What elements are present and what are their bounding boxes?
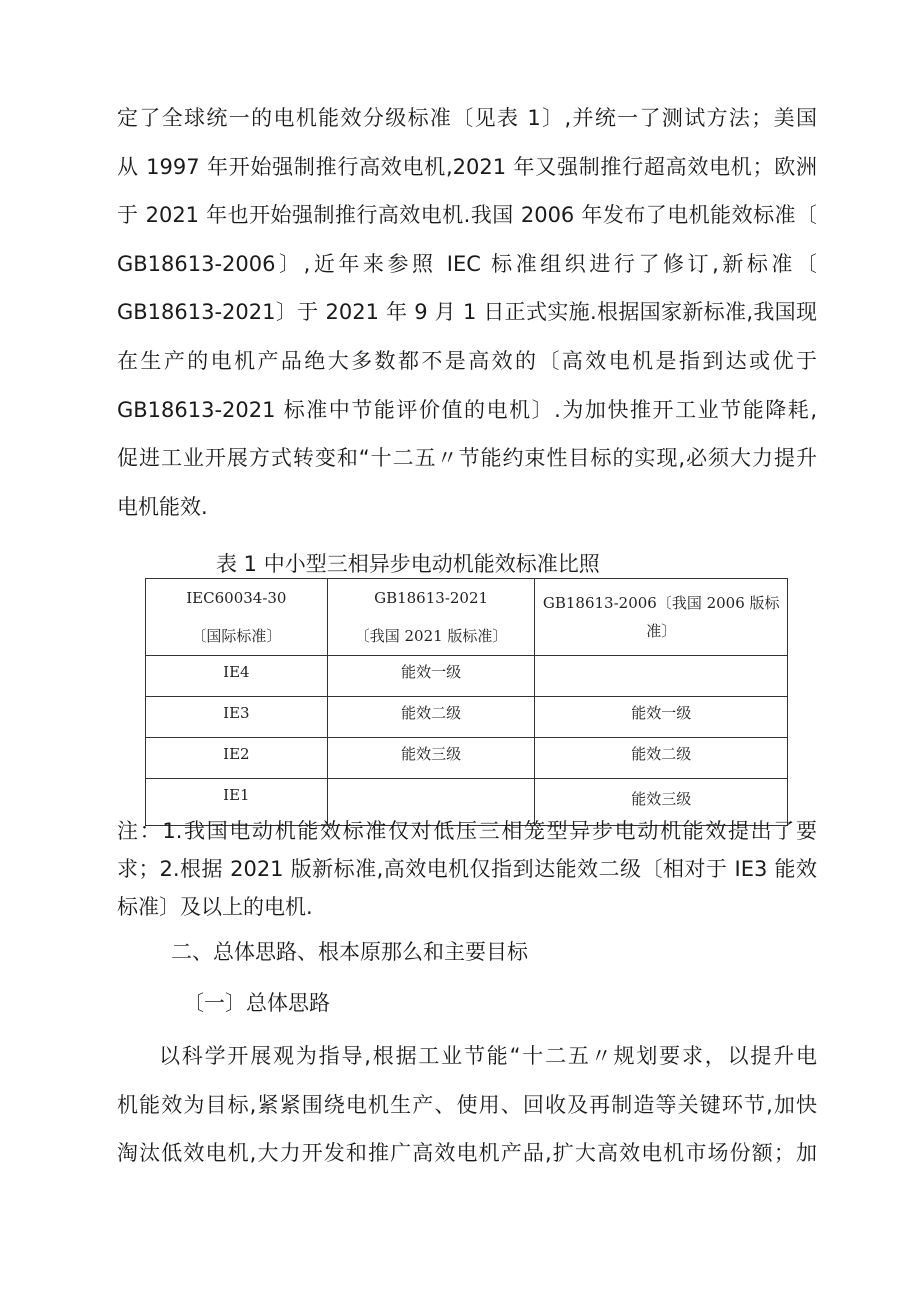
table-note — [117, 812, 817, 926]
note-line: 注：1.我国电动机能效标准仅对低压三相笼型异步电动机能效提出了要 — [117, 819, 817, 843]
paragraph-line: 从 1997 年开始强制推行高效电机,2021 年又强制推行超高效电机；欧洲 — [117, 154, 817, 179]
table-cell: 能效二级 — [535, 738, 788, 779]
table-cell: 能效一级 — [535, 697, 788, 738]
table-cell: 能效二级 — [327, 697, 535, 738]
header-text: IEC60034-30 — [186, 589, 287, 607]
paragraph-line: 于 2021 年也开始强制推行高效电机.我国 2006 年发布了电机能效标准〔 — [117, 203, 817, 228]
section-heading: 二、总体思路、根本原那么和主要目标 — [171, 940, 528, 964]
header-text: 〔国际标准〕 — [191, 627, 282, 645]
paragraph-line: 促进工业开展方式转变和“十二五〃节能约束性目标的实现,必须大力提升 — [117, 446, 817, 471]
table-row — [146, 656, 788, 697]
paragraph-line: 定了全球统一的电机能效分级标准〔见表 1〕,并统一了测试方法；美国 — [117, 106, 817, 130]
table-row — [146, 697, 788, 738]
paragraph-line: 在生产的电机产品绝大多数都不是高效的〔高效电机是指到达或优于 — [117, 348, 817, 373]
table-caption: 表 1 中小型三相异步电动机能效标准比照 — [216, 552, 600, 576]
header-text: 〔我国 2021 版标准〕 — [354, 627, 508, 645]
paragraph-motor-efficiency-standards — [117, 94, 817, 531]
paragraph-line: GB18613-2021〕于 2021 年 9 月 1 日正式实施.根据国家新标准,我国现 — [117, 300, 817, 325]
paragraph-line: 淘汰低效电机,大力开发和推广高效电机产品,扩大高效电机市场份额；加 — [117, 1141, 817, 1166]
table-cell: 能效三级 — [327, 738, 535, 779]
paragraph-overall-approach — [117, 1032, 817, 1178]
header-text: 准〕 — [646, 622, 677, 640]
table-cell: IE4 — [146, 656, 328, 697]
note-line: 求；2.根据 2021 版新标准,高效电机仅指到达能效二级〔相对于 IE3 能效 — [117, 857, 817, 881]
header-cell-gb2006 — [535, 579, 788, 656]
table-cell: IE1 — [146, 779, 328, 826]
table-cell: 能效三级 — [535, 779, 788, 826]
table-cell: IE2 — [146, 738, 328, 779]
header-text: GB18613-2021 — [374, 589, 489, 607]
header-cell-gb2021 — [327, 579, 535, 656]
table-cell: IE3 — [146, 697, 328, 738]
header-cell-iec — [146, 579, 328, 656]
paragraph-line: 以科学开展观为指导,根据工业节能“十二五〃规划要求，以提升电 — [159, 1044, 817, 1068]
table-cell: 能效一级 — [327, 656, 535, 697]
header-text: GB18613-2006〔我国 2006 版标 — [542, 594, 780, 612]
table-row — [146, 738, 788, 779]
note-line: 标准〕及以上的电机. — [117, 895, 313, 919]
efficiency-standards-table — [145, 578, 788, 826]
paragraph-line: GB18613-2006〕,近年来参照 IEC 标准组织进行了修订,新标准〔 — [117, 251, 817, 276]
table-header-row — [146, 579, 788, 656]
subsection-heading: 〔一〕总体思路 — [183, 991, 330, 1015]
table-cell — [535, 656, 788, 697]
paragraph-line: GB18613-2021 标准中节能评价值的电机〕.为加快推开工业节能降耗, — [117, 397, 817, 422]
paragraph-line: 机能效为目标,紧紧围绕电机生产、使用、回收及再制造等关键环节,加快 — [117, 1092, 817, 1117]
paragraph-line: 电机能效. — [117, 494, 208, 519]
